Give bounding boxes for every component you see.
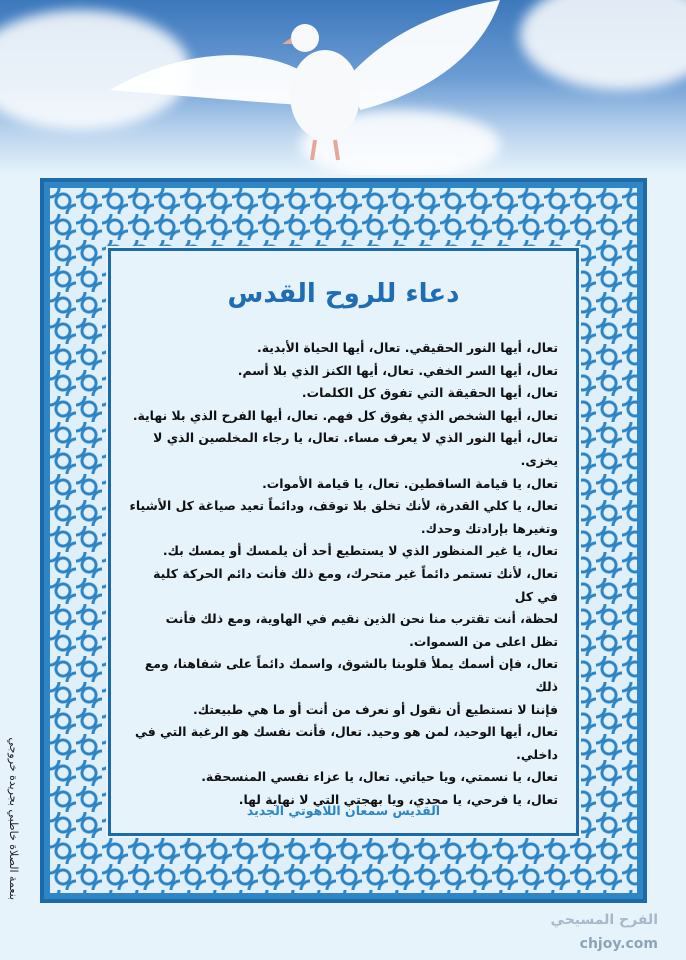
- prayer-line: تعال، يا قيامة الساقطين. تعال، يا قيامة الأموات.: [262, 475, 558, 491]
- prayer-line: تعال، لأنك تستمر دائماً غير متحرك، ومع ذلك فأنت دائم الحركة كلية في كل: [153, 565, 558, 604]
- prayer-line: تعال، يا كلي القدرة، لأنك تخلق بلا توقف، ودائماً تعيد صياغة كل الأشياء: [129, 498, 558, 514]
- dove-icon: [0, 0, 686, 175]
- prayer-title: دعاء للروح القدس: [227, 279, 460, 309]
- prayer-line: تعال، يا فرحي، يا مجدي، ويا بهجتي التي لا نهاية لها.: [238, 791, 558, 807]
- prayer-line: تعال، أيها الشخص الذي يفوق كل فهم. تعال، أيها الفرح الذي بلا نهاية.: [132, 407, 558, 423]
- prayer-line: تظل اعلى من السموات.: [409, 633, 558, 649]
- prayer-panel: [108, 248, 579, 836]
- prayer-line: تعال، أيها النور الذي لا يعرف مساء. تعال، يا رجاء المخلصين الذي لا يخزى.: [153, 430, 558, 468]
- prayer-line: وتغيرها بإرادتك وحدك.: [420, 520, 558, 536]
- prayer-line: تعال، أيها النور الحقيقي. تعال، أيها الحياة الأبدية.: [256, 340, 558, 355]
- prayer-line: تعال، أيها السر الخفي. تعال، أيها الكنز الذي بلا أسم.: [237, 362, 558, 378]
- prayer-line: تعال، يا غير المنظور الذي لا يستطيع أحد أن يلمسك أو يمسك بك.: [162, 543, 558, 559]
- ornamental-frame: [40, 178, 647, 903]
- header-sky-image: [0, 0, 686, 175]
- prayer-line: فإننا لا نستطيع أن نقول أو نعرف من أنت أو ما هي طبيعتك.: [193, 701, 558, 717]
- author-attribution: القديس سمعان اللاهوتي الجديد: [246, 803, 441, 818]
- prayer-line: تعال، يا نسمتي، ويا حياتي. تعال، يا عزاء نفسي المنسحقة.: [201, 769, 558, 785]
- watermark-latin: chjoy.com: [579, 936, 658, 952]
- prayer-line: لحظة، أنت تقترب منا نحن الذين نقيم في الهاوية، ومع ذلك فأنت: [165, 611, 558, 627]
- prayer-text: [129, 337, 558, 811]
- prayer-line: تعال، فإن أسمك يملأ قلوبنا بالشوق، واسمك دائماً على شفاهنا، ومع ذلك: [144, 656, 558, 694]
- watermark-arabic: الفرح المسيحي: [550, 912, 658, 928]
- prayer-line: تعال، أيها الحقيقة التي تفوق كل الكلمات.: [301, 385, 558, 401]
- prayer-line: تعال، أيها الوحيد، لمن هو وحيد. تعال، فأنت نفسك هو الرغبة التي في داخلي.: [135, 724, 558, 762]
- side-note: بنعمة الصلاة خاطبي بجريدة خروجي: [7, 737, 20, 900]
